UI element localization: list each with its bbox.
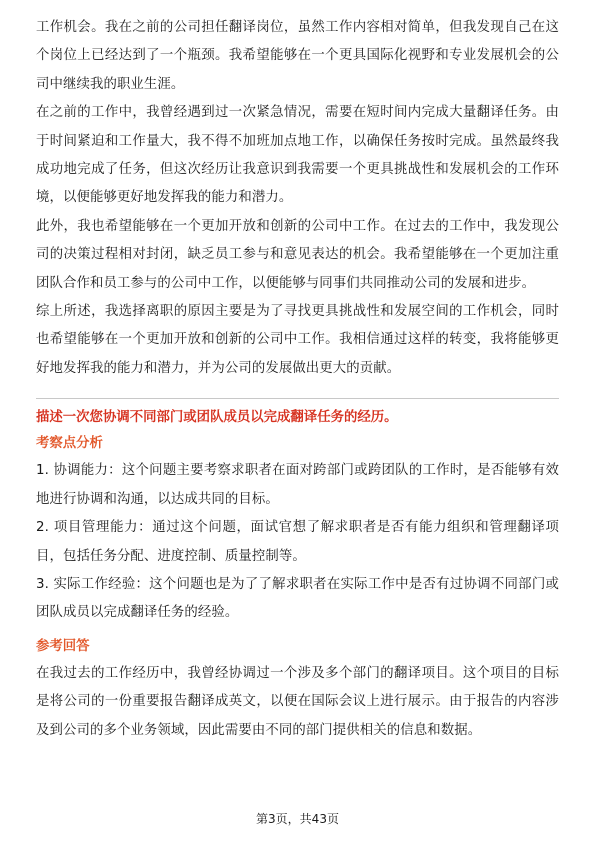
- body-paragraph: 在之前的工作中，我曾经遇到过一次紧急情况，需要在短时间内完成大量翻译任务。由于时间紧迫和工作量大，我不得不加班加点地工作，以确保任务按时完成。虽然最终我成功地完成了任务，但这次经历让我意识到我需要一个更具挑战性和发展机会的工作环境，以便能够更好地发挥我的能力和潜力。: [36, 105, 559, 206]
- document-page: [36, 14, 559, 745]
- point-item: 2. 项目管理能力：通过这个问题，面试官想了解求职者是否有能力组织和管理翻译项目，包括任务分配、进度控制、质量控制等。: [36, 520, 559, 564]
- answer-paragraph: 在我过去的工作经历中，我曾经协调过一个涉及多个部门的翻译项目。这个项目的目标是将公司的一份重要报告翻译成英文，以便在国际会议上进行展示。由于报告的内容涉及到公司的多个业务领域，因此需要由不同的部门提供相关的信息和数据。: [36, 665, 559, 738]
- body-paragraph: 此外，我也希望能够在一个更加开放和创新的公司中工作。在过去的工作中，我发现公司的决策过程相对封闭，缺乏员工参与和意见表达的机会。我希望能够在一个更加注重团队合作和员工参与的公司中工作，以便能够与同事们共同推动公司的发展和进步。: [36, 218, 559, 291]
- section-divider: [36, 398, 559, 399]
- point-item: 3. 实际工作经验：这个问题也是为了了解求职者在实际工作中是否有过协调不同部门或团队成员以完成翻译任务的经验。: [36, 576, 559, 621]
- interview-question: 描述一次您协调不同部门或团队成员以完成翻译任务的经历。: [36, 410, 398, 426]
- answer-heading: 参考回答: [36, 638, 90, 654]
- body-paragraph: 工作机会。我在之前的公司担任翻译岗位，虽然工作内容相对简单，但我发现自己在这个岗位上已经达到了一个瓶颈。我希望能够在一个更具国际化视野和专业发展机会的公司中继续我的职业生涯。: [36, 20, 559, 92]
- body-paragraph: 综上所述，我选择离职的原因主要是为了寻找更具挑战性和发展空间的工作机会，同时也希望能够在一个更加开放和创新的公司中工作。我相信通过这样的转变，我将能够更好地发挥我的能力和潜力，并为公司的发展做出更大的贡献。: [36, 304, 559, 376]
- point-item: 1. 协调能力：这个问题主要考察求职者在面对跨部门或跨团队的工作时，是否能够有效地进行协调和沟通，以达成共同的目标。: [36, 463, 559, 507]
- page-footer: 第3页，共43页: [256, 812, 339, 826]
- points-heading: 考察点分析: [36, 436, 103, 452]
